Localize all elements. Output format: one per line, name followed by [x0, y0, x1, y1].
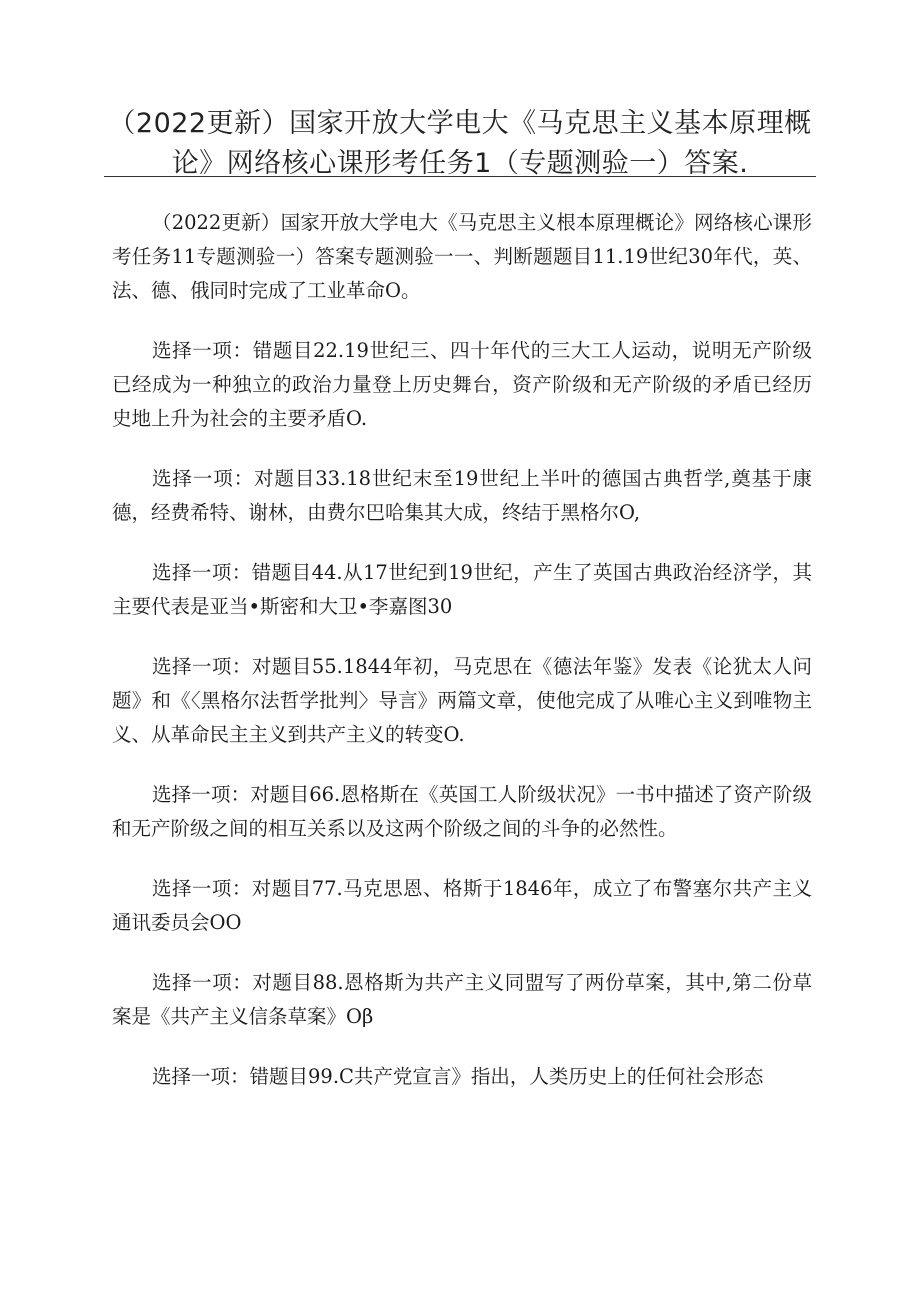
paragraph-question-7: 选择一项：对题目77.马克思恩、格斯于1846年，成立了布警塞尔共产主义通讯委员会OO	[112, 877, 812, 934]
paragraph-question-4: 选择一项：错题目44.从17世纪到19世纪，产生了英国古典政治经济学，其主要代表是亚当•斯密和大卫•李嘉图30	[112, 561, 812, 618]
paragraph-question-5: 选择一项：对题目55.1844年初，马克思在《德法年鉴》发表《论犹太人问题》和《〈黑格尔法哲学批判〉导言》两篇文章，使他完成了从唯心主义到唯物主义、从革命民主主义到共产主义的转变O.	[112, 655, 812, 746]
paragraph-question-3: 选择一项：对题目33.18世纪末至19世纪上半叶的德国古典哲学,奠基于康德，经费希特、谢林，由费尔巴哈集其大成，终结于黑格尔O,	[112, 467, 812, 524]
paragraph-question-6: 选择一项：对题目66.恩格斯在《英国工人阶级状况》一书中描述了资产阶级和无产阶级之间的相互关系以及这两个阶级之间的斗争的必然性。	[112, 783, 812, 840]
document-body	[112, 206, 812, 1120]
paragraph-question-9: 选择一项：错题目99.C共产党宣言》指出，人类历史上的任何社会形态	[152, 1065, 764, 1088]
paragraph-question-2: 选择一项：错题目22.19世纪三、四十年代的三大工人运动，说明无产阶级已经成为一种独立的政治力量登上历史舞台，资产阶级和无产阶级的矛盾已经历史地上升为社会的主要矛盾O.	[112, 339, 812, 430]
paragraph-question-8: 选择一项：对题目88.恩格斯为共产主义同盟写了两份草案，其中,第二份草案是《共产主义信条草案》Oβ	[112, 971, 812, 1028]
title-underline-divider	[104, 176, 816, 177]
paragraph-intro-question-1: （2022更新）国家开放大学电大《马克思主义根本原理概论》网络核心课形考任务11专题测验一）答案专题测验一一、判断题题目11.19世纪30年代，英、法、德、俄同时完成了工业革命O。	[112, 211, 812, 302]
document-title: （2022更新）国家开放大学电大《马克思主义基本原理概论》网络核心课形考任务1（专题测验一）答案.	[108, 108, 812, 179]
